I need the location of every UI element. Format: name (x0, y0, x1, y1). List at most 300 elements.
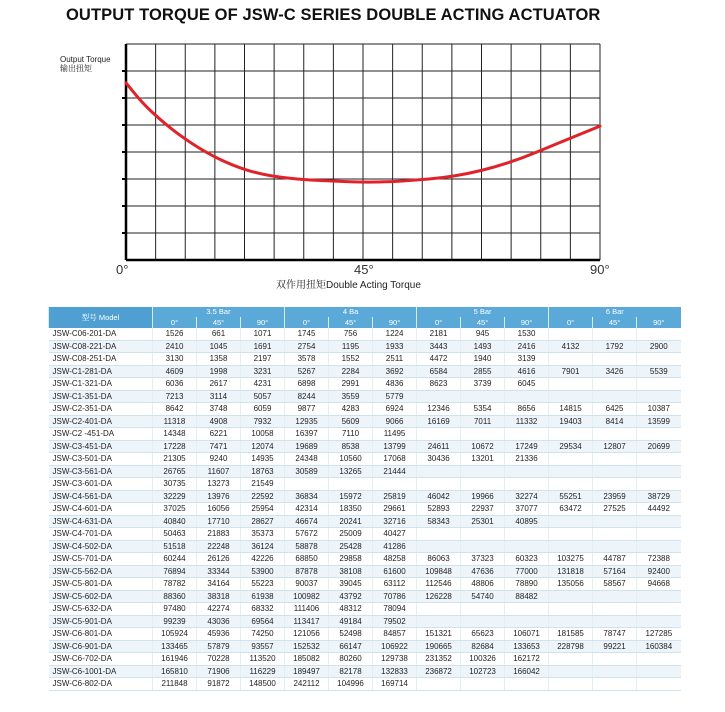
torque-cell: 4231 (241, 378, 285, 391)
torque-cell: 20241 (329, 515, 373, 528)
torque-cell: 106071 (505, 628, 549, 641)
torque-cell: 78782 (153, 578, 197, 591)
x-axis-caption: 双作用扭矩Double Acting Torque (276, 280, 421, 291)
table-row (49, 378, 681, 391)
torque-cell: 7011 (461, 415, 505, 428)
torque-cell: 99221 (593, 640, 637, 653)
torque-cell: 4836 (373, 378, 417, 391)
torque-cell (549, 478, 593, 491)
torque-cell: 9066 (373, 415, 417, 428)
torque-cell: 9240 (197, 453, 241, 466)
torque-cell: 165810 (153, 665, 197, 678)
table-row (49, 365, 681, 378)
torque-cell: 24611 (417, 440, 461, 453)
table-row (49, 553, 681, 566)
torque-cell: 18350 (329, 503, 373, 516)
torque-cell: 8642 (153, 403, 197, 416)
torque-cell: 19689 (285, 440, 329, 453)
torque-cell: 57672 (285, 528, 329, 541)
torque-cell: 82178 (329, 665, 373, 678)
torque-cell (505, 603, 549, 616)
torque-cell: 61938 (241, 590, 285, 603)
torque-cell: 4132 (549, 340, 593, 353)
torque-cell: 76894 (153, 565, 197, 578)
torque-cell: 60244 (153, 553, 197, 566)
torque-cell: 25954 (241, 503, 285, 516)
table-row (49, 540, 681, 553)
torque-cell: 10560 (329, 453, 373, 466)
torque-cell (637, 590, 681, 603)
torque-cell: 17228 (153, 440, 197, 453)
torque-cell (637, 428, 681, 441)
torque-cell (505, 678, 549, 691)
torque-cell (593, 428, 637, 441)
table-row (49, 390, 681, 403)
angle-header: 45° (461, 317, 505, 328)
table-row (49, 653, 681, 666)
torque-cell (417, 478, 461, 491)
torque-cell: 1526 (153, 328, 197, 340)
torque-cell: 17710 (197, 515, 241, 528)
torque-cell: 36124 (241, 540, 285, 553)
table-row (49, 615, 681, 628)
torque-cell: 58343 (417, 515, 461, 528)
torque-cell (505, 390, 549, 403)
model-cell: JSW-C5-801-DA (49, 578, 153, 591)
torque-cell: 19403 (549, 415, 593, 428)
torque-cell: 6584 (417, 365, 461, 378)
torque-cell: 2900 (637, 340, 681, 353)
torque-cell (505, 615, 549, 628)
torque-cell: 54740 (461, 590, 505, 603)
torque-cell (637, 615, 681, 628)
torque-cell (637, 465, 681, 478)
torque-cell: 211848 (153, 678, 197, 691)
model-cell: JSW-C4-601-DA (49, 503, 153, 516)
pressure-header-3-5-bar: 3.5 Bar (153, 307, 285, 317)
torque-cell (417, 540, 461, 553)
torque-cell: 43036 (197, 615, 241, 628)
angle-header: 0° (417, 317, 461, 328)
torque-cell (505, 478, 549, 491)
torque-cell: 77000 (505, 565, 549, 578)
torque-cell (593, 540, 637, 553)
torque-cell: 161946 (153, 653, 197, 666)
torque-cell: 100982 (285, 590, 329, 603)
torque-cell: 228798 (549, 640, 593, 653)
torque-cell (461, 540, 505, 553)
model-cell: JSW-C5-901-DA (49, 615, 153, 628)
torque-cell: 30436 (417, 453, 461, 466)
torque-cell: 66147 (329, 640, 373, 653)
angle-header: 45° (593, 317, 637, 328)
torque-cell: 15972 (329, 490, 373, 503)
torque-cell (549, 590, 593, 603)
torque-cell (505, 540, 549, 553)
torque-cell: 160384 (637, 640, 681, 653)
torque-cell: 1552 (329, 353, 373, 366)
page-title: OUTPUT TORQUE OF JSW-C SERIES DOUBLE ACTING ACTUATOR (66, 6, 601, 24)
torque-cell: 7932 (241, 415, 285, 428)
table-row (49, 640, 681, 653)
torque-cell: 1745 (285, 328, 329, 340)
torque-cell: 21549 (241, 478, 285, 491)
torque-cell: 39045 (329, 578, 373, 591)
torque-cell (637, 353, 681, 366)
torque-cell: 48312 (329, 603, 373, 616)
table-row (49, 628, 681, 641)
torque-cell: 129738 (373, 653, 417, 666)
torque-cell: 8623 (417, 378, 461, 391)
torque-cell: 94668 (637, 578, 681, 591)
torque-cell (637, 453, 681, 466)
torque-cell: 35373 (241, 528, 285, 541)
torque-cell (637, 678, 681, 691)
torque-cell (461, 678, 505, 691)
model-cell: JSW-C2 -451-DA (49, 428, 153, 441)
torque-cell (549, 390, 593, 403)
torque-cell (637, 478, 681, 491)
torque-cell (593, 390, 637, 403)
torque-cell (549, 603, 593, 616)
y-axis-label (60, 55, 111, 73)
torque-cell: 2197 (241, 353, 285, 366)
torque-cell: 2181 (417, 328, 461, 340)
torque-cell: 16169 (417, 415, 461, 428)
torque-cell: 40895 (505, 515, 549, 528)
table-row (49, 453, 681, 466)
torque-cell: 21883 (197, 528, 241, 541)
table-row (49, 665, 681, 678)
torque-cell: 103275 (549, 553, 593, 566)
torque-cell (593, 353, 637, 366)
torque-cell (637, 378, 681, 391)
torque-cell (549, 528, 593, 541)
torque-cell: 42274 (197, 603, 241, 616)
torque-cell: 6059 (241, 403, 285, 416)
table-row (49, 415, 681, 428)
torque-cell: 8656 (505, 403, 549, 416)
torque-cell (505, 428, 549, 441)
model-cell: JSW-C6-802-DA (49, 678, 153, 691)
torque-cell: 4283 (329, 403, 373, 416)
torque-cell: 102723 (461, 665, 505, 678)
torque-cell: 22248 (197, 540, 241, 553)
torque-cell: 21444 (373, 465, 417, 478)
torque-cell (637, 653, 681, 666)
model-cell: JSW-C2-351-DA (49, 403, 153, 416)
torque-cell: 42314 (285, 503, 329, 516)
torque-cell: 25009 (329, 528, 373, 541)
torque-cell: 12346 (417, 403, 461, 416)
torque-cell: 36834 (285, 490, 329, 503)
model-header: 型号 Model (49, 307, 153, 328)
torque-cell: 3443 (417, 340, 461, 353)
torque-cell: 55223 (241, 578, 285, 591)
torque-cell: 40840 (153, 515, 197, 528)
torque-cell: 190665 (417, 640, 461, 653)
torque-cell: 135056 (549, 578, 593, 591)
torque-cell: 132833 (373, 665, 417, 678)
torque-cell: 2416 (505, 340, 549, 353)
torque-cell: 7213 (153, 390, 197, 403)
torque-cell: 661 (197, 328, 241, 340)
torque-cell: 11318 (153, 415, 197, 428)
table-row (49, 578, 681, 591)
torque-cell: 61600 (373, 565, 417, 578)
torque-cell: 3139 (505, 353, 549, 366)
torque-cell: 6898 (285, 378, 329, 391)
torque-cell: 28627 (241, 515, 285, 528)
torque-cell (637, 390, 681, 403)
torque-cell: 47636 (461, 565, 505, 578)
torque-cell: 1071 (241, 328, 285, 340)
torque-cell: 1358 (197, 353, 241, 366)
model-cell: JSW-C3-601-DA (49, 478, 153, 491)
torque-cell: 43792 (329, 590, 373, 603)
model-cell: JSW-C4-502-DA (49, 540, 153, 553)
torque-cell (593, 678, 637, 691)
torque-cell: 57879 (197, 640, 241, 653)
torque-cell: 8414 (593, 415, 637, 428)
torque-cell: 78094 (373, 603, 417, 616)
table-row (49, 503, 681, 516)
torque-cell: 169714 (373, 678, 417, 691)
torque-cell: 99239 (153, 615, 197, 628)
torque-cell: 162172 (505, 653, 549, 666)
model-cell: JSW-C4-631-DA (49, 515, 153, 528)
torque-cell: 22592 (241, 490, 285, 503)
torque-cell: 5267 (285, 365, 329, 378)
x-tick-0: 0° (116, 262, 129, 277)
torque-cell: 6045 (505, 378, 549, 391)
torque-cell: 10387 (637, 403, 681, 416)
table-row (49, 590, 681, 603)
torque-cell: 5539 (637, 365, 681, 378)
table-row (49, 528, 681, 541)
torque-cell: 1045 (197, 340, 241, 353)
torque-cell: 58567 (593, 578, 637, 591)
x-tick-90: 90° (590, 262, 610, 277)
torque-cell: 20699 (637, 440, 681, 453)
torque-cell: 3578 (285, 353, 329, 366)
torque-cell: 57164 (593, 565, 637, 578)
torque-cell: 7110 (329, 428, 373, 441)
torque-cell: 131818 (549, 565, 593, 578)
table-row (49, 340, 681, 353)
torque-cell (417, 603, 461, 616)
torque-cell: 3426 (593, 365, 637, 378)
torque-cell: 41286 (373, 540, 417, 553)
pressure-header-6-bar: 6 Bar (549, 307, 681, 317)
torque-cell: 185082 (285, 653, 329, 666)
torque-cell (593, 378, 637, 391)
torque-cell (593, 453, 637, 466)
angle-header: 45° (197, 317, 241, 328)
torque-cell: 148500 (241, 678, 285, 691)
torque-cell: 756 (329, 328, 373, 340)
x-tick-45: 45° (354, 262, 374, 277)
torque-cell (417, 428, 461, 441)
torque-cell: 112546 (417, 578, 461, 591)
model-cell: JSW-C5-701-DA (49, 553, 153, 566)
torque-cell: 93557 (241, 640, 285, 653)
torque-cell (329, 478, 373, 491)
model-cell: JSW-C4-701-DA (49, 528, 153, 541)
torque-cell (593, 465, 637, 478)
torque-cell: 29661 (373, 503, 417, 516)
torque-cell: 24348 (285, 453, 329, 466)
model-cell: JSW-C6-801-DA (49, 628, 153, 641)
angle-header: 90° (637, 317, 681, 328)
torque-cell (549, 665, 593, 678)
torque-cell: 14935 (241, 453, 285, 466)
torque-cell: 29534 (549, 440, 593, 453)
pressure-header-4-bar: 4 Ba (285, 307, 417, 317)
torque-cell: 42226 (241, 553, 285, 566)
torque-cell: 80260 (329, 653, 373, 666)
torque-cell: 88360 (153, 590, 197, 603)
torque-cell: 65623 (461, 628, 505, 641)
torque-cell (593, 528, 637, 541)
torque-cell: 104996 (329, 678, 373, 691)
torque-cell (461, 603, 505, 616)
torque-cell: 236872 (417, 665, 461, 678)
angle-header: 90° (505, 317, 549, 328)
torque-cell: 2855 (461, 365, 505, 378)
angle-header: 90° (241, 317, 285, 328)
torque-cell: 5354 (461, 403, 505, 416)
torque-cell: 6425 (593, 403, 637, 416)
model-cell: JSW-C1-351-DA (49, 390, 153, 403)
torque-cell: 16056 (197, 503, 241, 516)
torque-cell: 3114 (197, 390, 241, 403)
torque-cell: 127285 (637, 628, 681, 641)
torque-cell: 105924 (153, 628, 197, 641)
torque-cell: 23959 (593, 490, 637, 503)
torque-cell: 152532 (285, 640, 329, 653)
torque-cell: 29858 (329, 553, 373, 566)
torque-cell: 189497 (285, 665, 329, 678)
model-cell: JSW-C3-451-DA (49, 440, 153, 453)
torque-cell: 26765 (153, 465, 197, 478)
torque-cell: 13273 (197, 478, 241, 491)
torque-cell: 133653 (505, 640, 549, 653)
torque-cell: 46674 (285, 515, 329, 528)
torque-cell: 22937 (461, 503, 505, 516)
torque-cell: 88482 (505, 590, 549, 603)
torque-cell (637, 540, 681, 553)
torque-cell: 25428 (329, 540, 373, 553)
torque-cell: 7471 (197, 440, 241, 453)
torque-cell: 68332 (241, 603, 285, 616)
table-row (49, 353, 681, 366)
table-row (49, 490, 681, 503)
torque-cell: 30735 (153, 478, 197, 491)
torque-cell: 70786 (373, 590, 417, 603)
table-row (49, 465, 681, 478)
torque-cell: 14815 (549, 403, 593, 416)
torque-cell (637, 665, 681, 678)
torque-cell: 18763 (241, 465, 285, 478)
torque-cell: 231352 (417, 653, 461, 666)
torque-cell: 2754 (285, 340, 329, 353)
torque-cell: 79502 (373, 615, 417, 628)
model-cell: JSW-C5-632-DA (49, 603, 153, 616)
torque-cell: 14348 (153, 428, 197, 441)
model-cell: JSW-C08-251-DA (49, 353, 153, 366)
torque-cell: 63112 (373, 578, 417, 591)
model-cell: JSW-C5-602-DA (49, 590, 153, 603)
torque-cell: 32229 (153, 490, 197, 503)
table-row (49, 440, 681, 453)
torque-cell (549, 515, 593, 528)
torque-cell (549, 678, 593, 691)
torque-cell: 70228 (197, 653, 241, 666)
torque-cell: 109848 (417, 565, 461, 578)
torque-cell: 3130 (153, 353, 197, 366)
torque-cell: 32274 (505, 490, 549, 503)
model-cell: JSW-C3-561-DA (49, 465, 153, 478)
torque-cell (637, 515, 681, 528)
torque-cell: 25819 (373, 490, 417, 503)
torque-cell: 13976 (197, 490, 241, 503)
torque-cell (461, 528, 505, 541)
torque-cell: 52498 (329, 628, 373, 641)
torque-cell (593, 590, 637, 603)
torque-table (48, 307, 681, 691)
torque-cell (461, 390, 505, 403)
torque-cell: 92400 (637, 565, 681, 578)
torque-cell: 52893 (417, 503, 461, 516)
torque-cell (461, 478, 505, 491)
torque-cell: 78890 (505, 578, 549, 591)
torque-cell: 37025 (153, 503, 197, 516)
torque-cell: 5779 (373, 390, 417, 403)
torque-cell: 6924 (373, 403, 417, 416)
torque-cell: 106922 (373, 640, 417, 653)
model-cell: JSW-C2-401-DA (49, 415, 153, 428)
model-cell: JSW-C1-321-DA (49, 378, 153, 391)
torque-cell: 13201 (461, 453, 505, 466)
torque-cell: 11607 (197, 465, 241, 478)
torque-cell: 27525 (593, 503, 637, 516)
angle-header: 0° (153, 317, 197, 328)
torque-cell: 38108 (329, 565, 373, 578)
torque-cell: 53900 (241, 565, 285, 578)
torque-cell: 10058 (241, 428, 285, 441)
torque-cell: 126228 (417, 590, 461, 603)
torque-cell: 40427 (373, 528, 417, 541)
torque-cell: 97480 (153, 603, 197, 616)
torque-cell: 25301 (461, 515, 505, 528)
torque-cell: 2617 (197, 378, 241, 391)
y-axis-label-cn: 输出扭矩 (60, 64, 92, 73)
torque-cell: 13265 (329, 465, 373, 478)
torque-cell (549, 465, 593, 478)
model-cell: JSW-C5-562-DA (49, 565, 153, 578)
torque-cell: 44787 (593, 553, 637, 566)
torque-cell: 58878 (285, 540, 329, 553)
torque-cell (417, 390, 461, 403)
torque-cell: 2991 (329, 378, 373, 391)
torque-cell (285, 478, 329, 491)
torque-cell: 37323 (461, 553, 505, 566)
torque-cell: 1530 (505, 328, 549, 340)
torque-cell: 38729 (637, 490, 681, 503)
torque-cell: 1195 (329, 340, 373, 353)
torque-cell (461, 465, 505, 478)
